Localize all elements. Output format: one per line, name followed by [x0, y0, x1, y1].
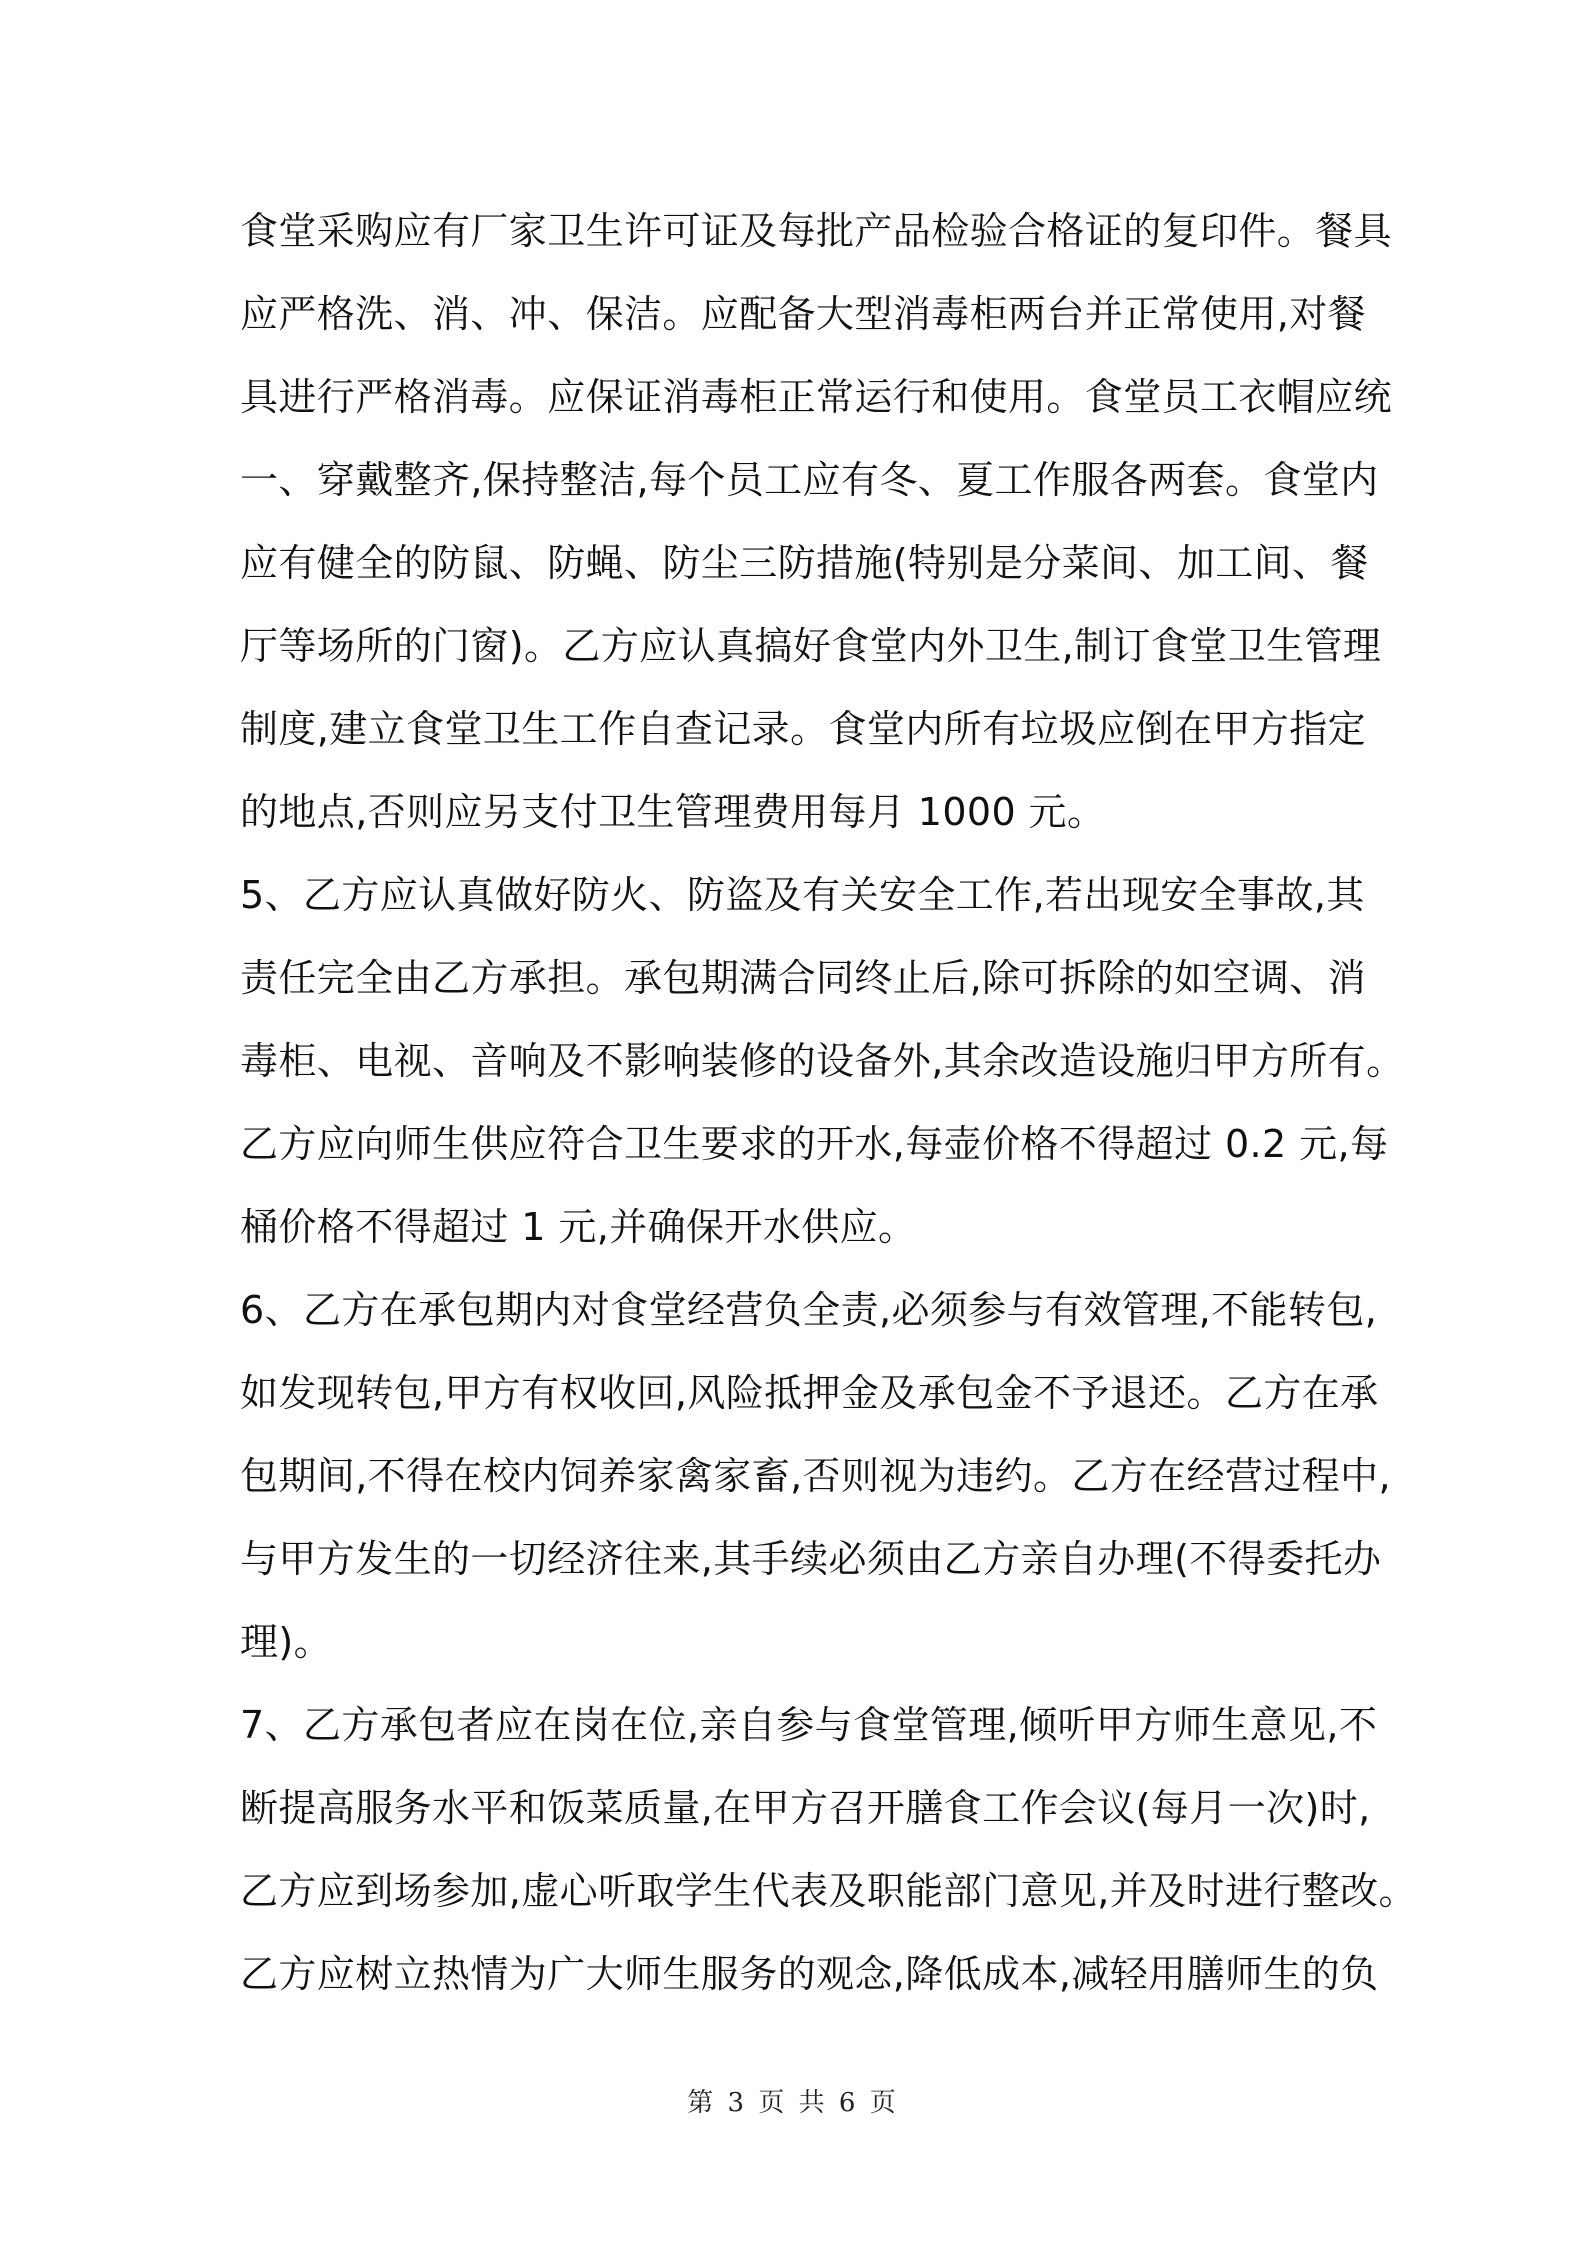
- text-line: 乙方应向师生供应符合卫生要求的开水,每壶价格不得超过 0.2 元,每: [240, 1122, 1389, 1166]
- text-line: 断提高服务水平和饭菜质量,在甲方召开膳食工作会议(每月一次)时,: [240, 1786, 1371, 1830]
- text-line: 具进行严格消毒。应保证消毒柜正常运行和使用。食堂员工衣帽应统: [240, 375, 1393, 419]
- text-line: 一、穿戴整齐,保持整洁,每个员工应有冬、夏工作服各两套。食堂内: [240, 458, 1379, 502]
- text-line: 毒柜、电视、音响及不影响装修的设备外,其余改造设施归甲方所有。: [240, 1039, 1405, 1083]
- text-line: 责任完全由乙方承担。承包期满合同终止后,除可拆除的如空调、消: [240, 956, 1367, 1000]
- text-line: 理)。: [240, 1620, 333, 1664]
- text-line: 应严格洗、消、冲、保洁。应配备大型消毒柜两台并正常使用,对餐: [240, 292, 1367, 336]
- text-line: 制度,建立食堂卫生工作自查记录。食堂内所有垃圾应倒在甲方指定: [240, 707, 1367, 751]
- text-line: 乙方应树立热情为广大师生服务的观念,降低成本,减轻用膳师生的负: [240, 1952, 1379, 1996]
- text-line: 5、乙方应认真做好防火、防盗及有关安全工作,若出现安全事故,其: [240, 873, 1365, 917]
- document-body: [240, 190, 1417, 2016]
- page-number: 第 3 页 共 6 页: [687, 2088, 899, 2118]
- text-line: 应有健全的防鼠、防蝇、防尘三防措施(特别是分菜间、加工间、餐: [240, 541, 1369, 585]
- text-line: 食堂采购应有厂家卫生许可证及每批产品检验合格证的复印件。餐具: [240, 209, 1393, 253]
- text-line: 与甲方发生的一切经济往来,其手续必须由乙方亲自办理(不得委托办: [240, 1537, 1382, 1581]
- text-line: 桶价格不得超过 1 元,并确保开水供应。: [240, 1205, 917, 1249]
- text-line: 厅等场所的门窗)。乙方应认真搞好食堂内外卫生,制订食堂卫生管理: [240, 624, 1382, 668]
- text-line: 6、乙方在承包期内对食堂经营负全责,必须参与有效管理,不能转包,: [240, 1288, 1378, 1332]
- text-line: 如发现转包,甲方有权收回,风险抵押金及承包金不予退还。乙方在承: [240, 1371, 1379, 1415]
- text-line: 乙方应到场参加,虚心听取学生代表及职能部门意见,并及时进行整改。: [240, 1869, 1417, 1913]
- text-line: 包期间,不得在校内饲养家禽家畜,否则视为违约。乙方在经营过程中,: [240, 1454, 1392, 1498]
- text-line: 7、乙方承包者应在岗在位,亲自参与食堂管理,倾听甲方师生意见,不: [240, 1703, 1378, 1747]
- text-line: 的地点,否则应另支付卫生管理费用每月 1000 元。: [240, 790, 1106, 834]
